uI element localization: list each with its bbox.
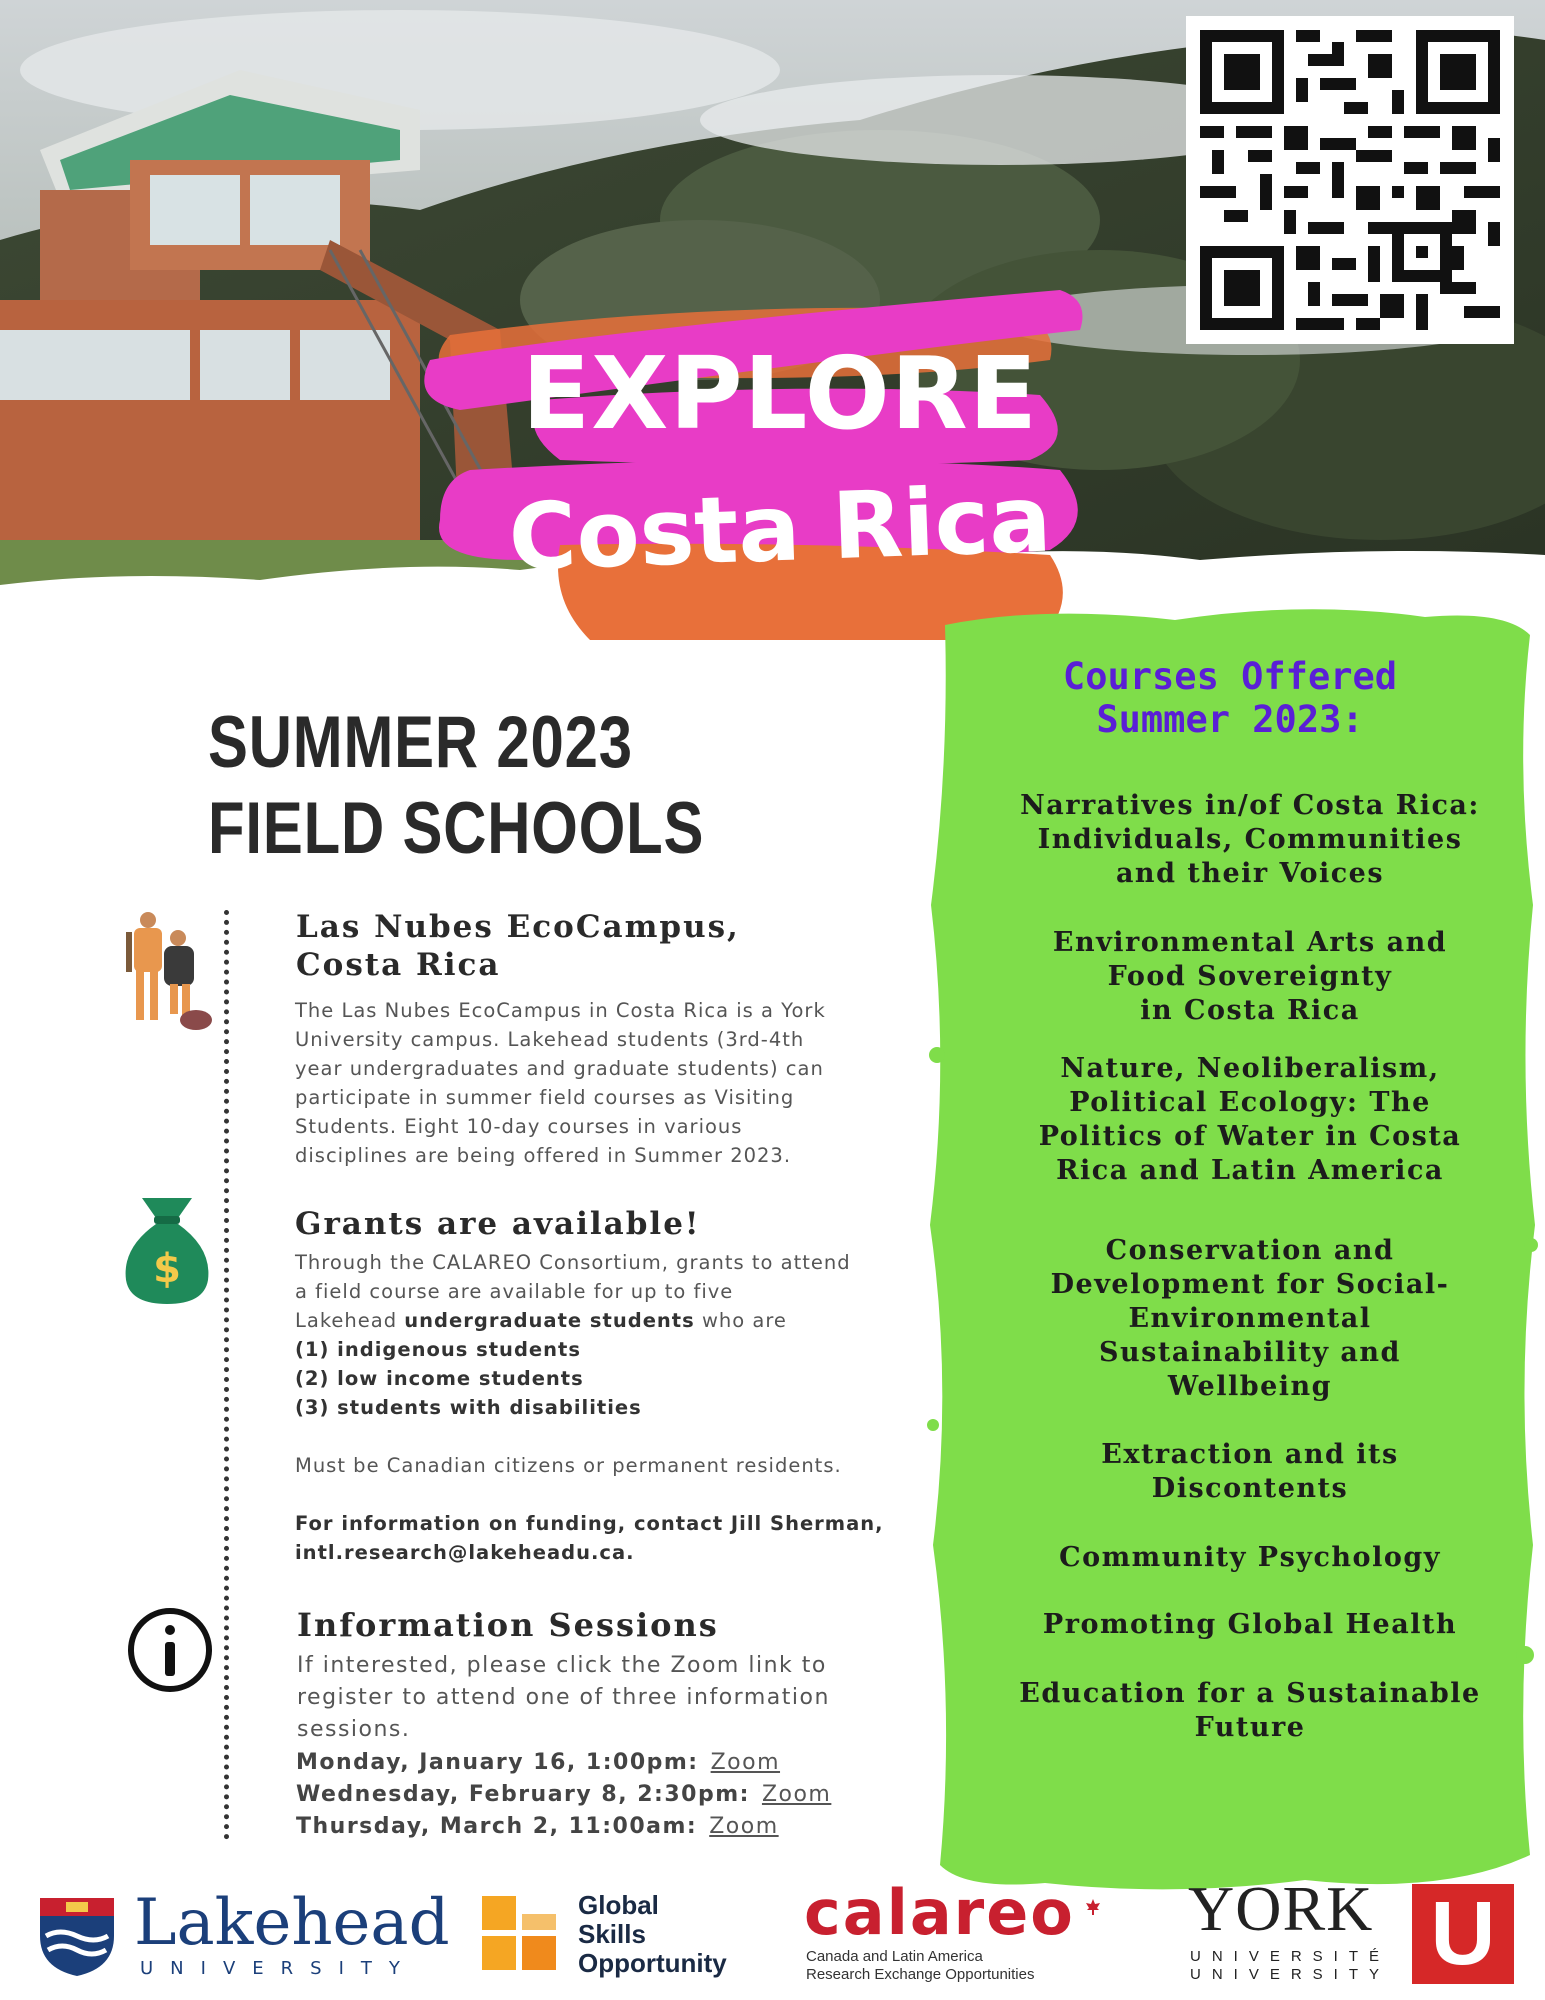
york-sub-line: UNIVERSITÉ [1190, 1948, 1391, 1965]
heading-line1: SUMMER 2023 [208, 702, 633, 783]
session-row [296, 1750, 780, 1775]
course-line: Community Psychology [1059, 1542, 1441, 1573]
info-line: If interested, please click the Zoom link to [297, 1653, 827, 1678]
money-bag-icon [122, 1196, 212, 1306]
grants-citizens: Must be Canadian citizens or permanent residents. [295, 1454, 842, 1477]
course-line: Future [1194, 1712, 1306, 1743]
course-item [1000, 1234, 1500, 1404]
costa-rica-title: Costa Rica [507, 465, 1053, 592]
courses-heading-line1: Courses Offered [1062, 655, 1398, 698]
zoom-link[interactable]: Zoom [710, 1750, 781, 1775]
course-item [1000, 1541, 1500, 1575]
info-line: register to attend one of three information [297, 1685, 830, 1710]
course-item [1000, 1052, 1500, 1188]
info-title: Information Sessions [297, 1606, 719, 1644]
global-skills-icon [482, 1896, 556, 1970]
course-line: Wellbeing [1167, 1371, 1333, 1402]
session-row [296, 1782, 831, 1807]
campus-line: year undergraduates and graduate students) can [295, 1057, 824, 1080]
campus-description [295, 996, 826, 1170]
grants-email[interactable]: intl.research@lakeheadu.ca. [295, 1541, 635, 1564]
course-line: Promoting Global Health [1042, 1609, 1458, 1640]
campus-line: Students. Eight 10-day courses in various [295, 1115, 743, 1138]
svg-text:$: $ [153, 1246, 181, 1292]
grants-text: who are [694, 1309, 787, 1332]
info-icon [126, 1606, 214, 1694]
qr-code-icon [1200, 30, 1500, 330]
course-line: Narratives in/of Costa Rica: [1020, 790, 1480, 821]
calareo-sub [806, 1948, 1034, 1984]
course-item [1000, 1608, 1500, 1642]
course-item [1000, 789, 1500, 891]
global-skills-text [578, 1891, 727, 1978]
course-line: Discontents [1151, 1473, 1349, 1504]
campus-line: University campus. Lakehead students (3rd-4th [295, 1028, 805, 1051]
lakehead-crest-icon [38, 1896, 116, 1978]
calareo-sub-line: Canada and Latin America [806, 1948, 983, 1965]
heading-line2: FIELD SCHOOLS [208, 788, 705, 869]
course-line: Development for Social- [1050, 1269, 1450, 1300]
calareo-sub-line: Research Exchange Opportunities [806, 1966, 1035, 1983]
info-line: sessions. [297, 1717, 411, 1742]
courses-heading-line2: Summer 2023: [1096, 698, 1364, 741]
course-item [1000, 1438, 1500, 1506]
course-line: Food Sovereignty [1107, 961, 1393, 992]
gso-line: Global [578, 1890, 659, 1920]
course-line: Rica and Latin America [1056, 1155, 1444, 1186]
campus-line: The Las Nubes EcoCampus in Costa Rica is a York [295, 999, 826, 1022]
campus-title-line2: Costa Rica [296, 947, 501, 983]
york-name: YORK [1188, 1873, 1374, 1944]
course-line: in Costa Rica [1140, 995, 1360, 1026]
session-row [296, 1814, 779, 1839]
york-u-letter: U [1430, 1884, 1496, 1984]
session-date: Thursday, March 2, 11:00am: [296, 1814, 698, 1839]
courses-heading [1030, 655, 1430, 741]
gso-line: Opportunity [578, 1948, 727, 1978]
session-date: Monday, January 16, 1:00pm: [296, 1750, 699, 1775]
grants-item: (1) indigenous students [295, 1338, 581, 1361]
grants-line: Through the CALAREO Consortium, grants to attend [295, 1251, 851, 1274]
course-item [1000, 1677, 1500, 1745]
course-item [1000, 926, 1500, 1028]
grants-line [295, 1306, 884, 1335]
page-heading [208, 700, 704, 872]
zoom-link[interactable]: Zoom [761, 1782, 832, 1807]
course-line: Individuals, Communities [1037, 824, 1463, 855]
lakehead-name: Lakehead [134, 1886, 450, 1960]
campus-title-line1: Las Nubes EcoCampus, [296, 909, 740, 945]
course-line: Environmental [1128, 1303, 1372, 1334]
grants-text: Lakehead [295, 1309, 405, 1332]
course-line: Politics of Water in Costa [1038, 1121, 1462, 1152]
calareo-name: calareo [804, 1876, 1075, 1949]
york-sub [1190, 1948, 1390, 1984]
lakehead-sub: UNIVERSITY [140, 1958, 417, 1979]
maple-leaf-icon [1084, 1898, 1102, 1916]
gso-line: Skills [578, 1919, 646, 1949]
grants-description [295, 1248, 884, 1567]
grants-item: (3) students with disabilities [295, 1396, 642, 1419]
course-line: Conservation and [1105, 1235, 1395, 1266]
info-description [297, 1650, 830, 1746]
course-line: and their Voices [1115, 858, 1385, 889]
york-sub-line: UNIVERSITY [1190, 1966, 1391, 1983]
dotted-divider [224, 910, 229, 1840]
grants-line: a field course are available for up to five [295, 1280, 734, 1303]
grants-title: Grants are available! [295, 1206, 701, 1242]
york-u-box [1412, 1884, 1514, 1984]
course-line: Nature, Neoliberalism, [1060, 1053, 1440, 1084]
campus-line: disciplines are being offered in Summer 2023. [295, 1144, 792, 1167]
explore-title: EXPLORE [521, 335, 1039, 452]
grants-emphasis: undergraduate students [404, 1309, 695, 1332]
grants-contact: For information on funding, contact Jill Sherman, [295, 1512, 884, 1535]
grants-item: (2) low income students [295, 1367, 584, 1390]
qr-code[interactable] [1186, 16, 1514, 344]
course-line: Extraction and its [1101, 1439, 1399, 1470]
course-line: Environmental Arts and [1052, 927, 1448, 958]
course-line: Education for a Sustainable [1019, 1678, 1481, 1709]
course-line: Political Ecology: The [1069, 1087, 1431, 1118]
zoom-link[interactable]: Zoom [709, 1814, 779, 1839]
campus-line: participate in summer field courses as Visiting [295, 1086, 795, 1109]
campus-title [296, 908, 740, 984]
hikers-icon [120, 910, 212, 1030]
course-line: Sustainability and [1099, 1337, 1401, 1368]
session-date: Wednesday, February 8, 2:30pm: [296, 1782, 750, 1807]
